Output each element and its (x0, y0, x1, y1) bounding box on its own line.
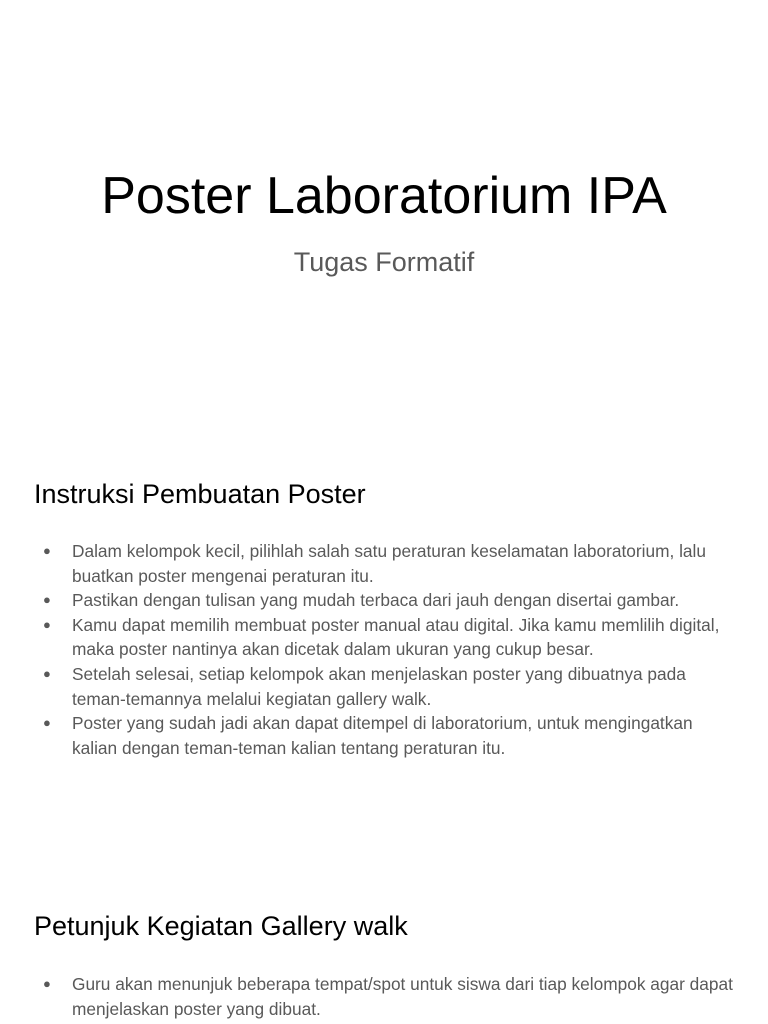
list-item (34, 588, 736, 613)
page-subtitle: Tugas Formatif (293, 247, 475, 277)
section-heading-gallery-walk: Petunjuk Kegiatan Gallery walk (34, 911, 408, 941)
list-item-text: Pastikan dengan tulisan yang mudah terbaca dari jauh dengan disertai gambar. (72, 590, 680, 611)
list-item (34, 711, 736, 760)
bullet-icon: ● (43, 715, 51, 731)
list-item (34, 613, 736, 662)
list-item-text: Kamu dapat memilih membuat poster manual atau digital. Jika kamu memlilih digital, maka poster nantinya akan dicetak dalam ukuran yang cukup besar. (72, 614, 720, 660)
list-item (34, 539, 736, 588)
bullet-icon: ● (43, 976, 51, 991)
instruction-list (34, 539, 736, 760)
list-item (34, 662, 736, 711)
list-item (34, 972, 736, 1021)
bullet-icon: ● (43, 592, 51, 608)
bullet-icon: ● (43, 665, 51, 681)
list-item-text: Dalam kelompok kecil, pilihlah salah satu peraturan keselamatan laboratorium, lalu buatkan poster mengenai peraturan itu. (72, 541, 706, 586)
list-item-text: Setelah selesai, setiap kelompok akan menjelaskan poster yang dibuatnya pada teman-temannya melalui kegiatan gallery walk. (72, 663, 686, 709)
page-title: Poster Laboratorium IPA (101, 167, 667, 225)
bullet-icon: ● (43, 616, 51, 632)
list-item-text: Poster yang sudah jadi akan dapat ditempel di laboratorium, untuk mengingatkan kalian dengan teman-teman kalian tentang peraturan itu. (72, 713, 693, 758)
section-heading-instruksi: Instruksi Pembuatan Poster (34, 479, 366, 509)
bullet-icon: ● (43, 543, 51, 558)
list-item-text: Guru akan menunjuk beberapa tempat/spot untuk siswa dari tiap kelompok agar dapat menjelaskan poster yang dibuat. (72, 974, 733, 1019)
gallery-walk-list (34, 972, 736, 1021)
